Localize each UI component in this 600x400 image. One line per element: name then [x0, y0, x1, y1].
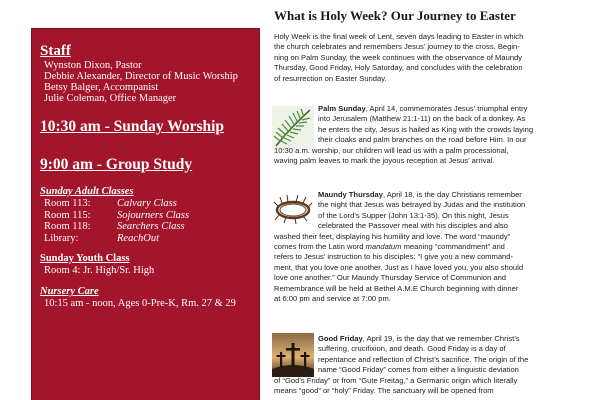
study-heading: 9:00 am - Group Study [40, 156, 193, 173]
good-friday-paragraph-cont [274, 376, 596, 397]
crown-of-thorns-image [272, 192, 314, 228]
three-crosses-image [272, 333, 314, 377]
palm-sunday-paragraph [318, 104, 596, 146]
staff-member: Betsy Balger, Accompanist [44, 82, 159, 93]
class-row [44, 221, 259, 233]
class-room: Room 118: [44, 221, 91, 232]
text-line: washed their feet, displaying his humility and love. The word “maundy” [274, 231, 511, 241]
class-room: Library: [44, 232, 79, 244]
text-line [318, 190, 596, 200]
text-line: the church celebrates and remembers Jesus’ journey to the cross. Begin- [274, 42, 520, 52]
text-line [318, 104, 596, 114]
text-span: , April 19, is the day that we remember Christ’s [362, 334, 520, 343]
text-line [274, 242, 596, 252]
text-line: waving palm leaves to mark the joyous reception at Jesus’ arrival. [274, 156, 495, 165]
intro-paragraph [274, 32, 596, 84]
text-line: means “good” or “holy” Friday. The sanctuary will be opened from [274, 386, 494, 395]
text-line: 10:30 a.m. worship, our children will lead us with a palm processional, [274, 145, 509, 155]
text-line [318, 334, 596, 344]
worship-heading: 10:30 am - Sunday Worship [40, 118, 225, 135]
three-crosses-icon [272, 333, 314, 377]
text-line: at 6:00 pm and service at 7:00 pm. [274, 294, 391, 304]
adult-classes-list [40, 198, 259, 244]
text-span: meaning “commandment” and [401, 242, 505, 251]
maundy-thursday-paragraph-cont [274, 232, 596, 305]
adult-classes-heading: Sunday Adult Classes [40, 186, 134, 197]
staff-member: Julie Coleman, Office Manager [44, 93, 177, 104]
text-span: , April 14, commemorates Jesus’ triumphal entry [365, 104, 528, 113]
text-line: their cloaks and palm branches on the road before Him. In our [318, 135, 527, 145]
nursery-line: 10:15 am - noon, Ages 0-Pre-K, Rm. 27 & 29 [44, 298, 236, 309]
text-line: of “God’s Friday” or from “Gute Freitag,” a Germanic origin which literally [274, 375, 518, 385]
maundy-thursday-lead: Maundy Thursday [318, 190, 383, 199]
text-line: Holy Week is the final week of Lent, seven days leading to Easter in which [274, 32, 524, 41]
text-line: suffering, crucifixion, and death. Good Friday is a day of [318, 344, 506, 354]
class-name: ReachOut [117, 232, 159, 244]
text-span: comes from the Latin word [274, 242, 366, 251]
text-line: Remembrance will be held at Bethel A.M.E Church beginning with dinner [274, 283, 519, 293]
youth-class-heading: Sunday Youth Class [40, 253, 130, 264]
good-friday-paragraph [318, 334, 596, 376]
text-line: celebrated the Passover meal with his disciples and also [318, 221, 508, 231]
text-line: ment, that you love one another. Just as I have loved you, you also should [274, 262, 524, 272]
class-row [44, 210, 259, 222]
text-line: Thursday, Good Friday, Holy Saturday, and concludes with the celebration [274, 63, 523, 73]
class-name: Sojourners Class [117, 209, 190, 221]
class-room: Room 115: [44, 209, 91, 221]
sidebar-panel [31, 28, 260, 400]
class-room: Room 113: [44, 198, 91, 209]
text-line: name “Good Friday” comes from either a linguistic deviation [318, 365, 519, 375]
staff-member: Debbie Alexander, Director of Music Worship [44, 71, 238, 82]
staff-heading: Staff [40, 43, 71, 59]
text-line: into Jerusalem (Matthew 21:1-11) on the back of a donkey. As [318, 114, 526, 124]
palm-leaf-icon [272, 106, 314, 150]
text-line: repentance and reflection of Christ’s sacrifice. The origin of the [318, 354, 529, 364]
maundy-thursday-paragraph [318, 190, 596, 232]
staff-list [44, 60, 259, 104]
article-title: What is Holy Week? Our Journey to Easter [274, 8, 516, 23]
staff-member: Wynston Dixon, Pastor [44, 60, 142, 71]
palm-sunday-lead: Palm Sunday [318, 104, 366, 113]
class-name: Searchers Class [117, 221, 185, 232]
nursery-heading: Nursery Care [40, 286, 99, 297]
text-span-italic: mandatum [365, 242, 402, 251]
text-line: he enters the city, Jesus is hailed as King with the crowds laying [318, 124, 534, 134]
article [272, 0, 598, 400]
text-line: of resurrection on Easter Sunday. [274, 73, 387, 83]
class-row [44, 198, 259, 210]
text-line: of the Lord’s Supper (John 13:1-35). On this night, Jesus [318, 210, 509, 220]
youth-class-line: Room 4: Jr. High/Sr. High [44, 265, 155, 276]
text-line: love one another.” Our Maundy Thursday Service of Communion and [274, 273, 507, 283]
palm-image [272, 106, 314, 150]
crown-of-thorns-icon [272, 192, 314, 228]
class-name: Calvary Class [117, 198, 177, 209]
text-line: refers to Jesus’ instruction to his disciples: “I give you a new command- [274, 252, 514, 262]
palm-sunday-paragraph-cont [274, 146, 596, 167]
text-span: , April 18, is the day Christians remember [382, 190, 522, 199]
class-row [44, 233, 259, 245]
good-friday-lead: Good Friday [318, 334, 363, 343]
text-line: ning on Palm Sunday, the week continues with the observance of Maundy [274, 52, 523, 62]
text-line: the night that Jesus was betrayed by Judas and the institution [318, 200, 526, 210]
